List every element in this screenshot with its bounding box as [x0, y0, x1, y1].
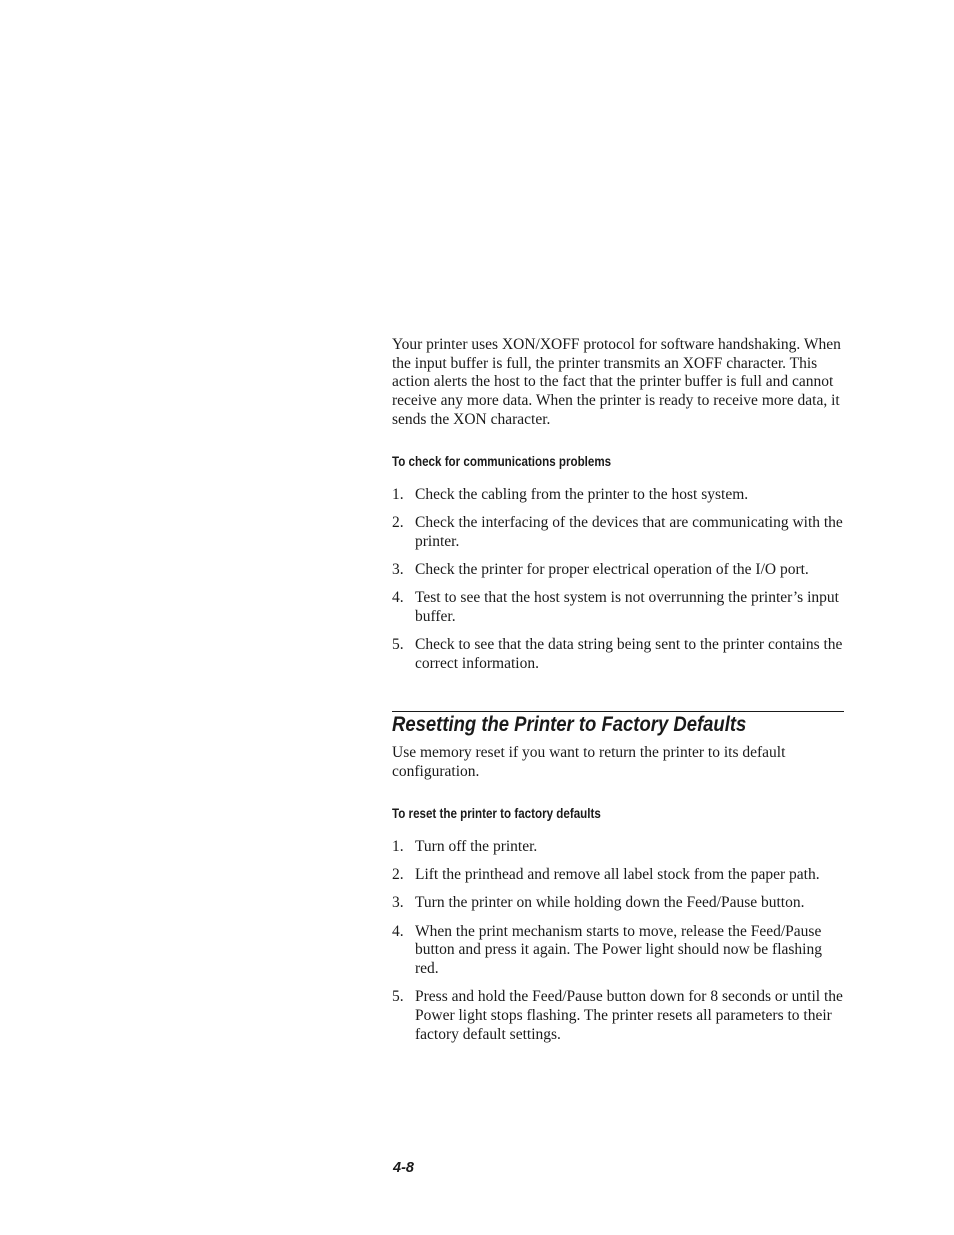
step-number: 1.: [392, 486, 404, 503]
comm-procedure-heading: To check for communications problems: [392, 454, 612, 469]
list-item: [392, 838, 844, 857]
comm-steps-list: [392, 486, 844, 674]
list-item: [392, 514, 844, 551]
step-number: 4.: [392, 589, 404, 607]
reset-section-heading-block: [392, 713, 844, 737]
list-item: [392, 486, 844, 505]
list-item: [392, 988, 844, 1044]
page-number: 4-8: [393, 1160, 414, 1176]
list-item: [392, 589, 844, 626]
reset-procedure-heading: To reset the printer to factory defaults: [392, 806, 601, 821]
step-text: Lift the printhead and remove all label stock from the paper path.: [415, 866, 820, 884]
step-text: Check the cabling from the printer to the host system.: [415, 486, 749, 503]
step-number: 5.: [392, 988, 404, 1006]
reset-steps-list: [392, 838, 844, 1044]
list-item: [392, 866, 844, 885]
step-text: Check the printer for proper electrical operation of the I/O port.: [415, 561, 809, 579]
intro-block: [392, 336, 844, 430]
step-number: 3.: [392, 894, 404, 912]
step-text: Press and hold the Feed/Pause button down for 8 seconds or until the Power light stops flashing. The printer resets all parameters to their factory default settings.: [415, 988, 843, 1043]
reset-steps-block: [392, 838, 844, 1054]
intro-paragraph: Your printer uses XON/XOFF protocol for software handshaking. When the input buffer is full, the printer transmits an XOFF character. This action alerts the host to the fact that the printer buffer is full and cannot receive any more data. When the printer is ready to receive more data, it sends the XON character.: [392, 336, 841, 428]
comm-steps-block: [392, 486, 844, 683]
step-text: Turn off the printer.: [415, 838, 538, 855]
step-number: 2.: [392, 866, 404, 884]
list-item: [392, 561, 844, 580]
step-text: Check the interfacing of the devices that are communicating with the printer.: [415, 514, 843, 550]
step-text: Turn the printer on while holding down the Feed/Pause button.: [415, 894, 805, 912]
reset-intro-paragraph: Use memory reset if you want to return the printer to its default configuration.: [392, 744, 786, 780]
step-number: 1.: [392, 838, 404, 855]
step-text: Test to see that the host system is not overrunning the printer’s input buffer.: [415, 589, 839, 626]
section-heading: Resetting the Printer to Factory Defaults: [392, 713, 747, 736]
list-item: [392, 923, 844, 979]
step-text: When the print mechanism starts to move, release the Feed/Pause button and press it again. The Power light should now be flashing red.: [415, 922, 822, 978]
reset-procedure: [392, 806, 844, 821]
step-number: 4.: [392, 922, 404, 940]
comm-procedure: [392, 454, 844, 469]
section-divider: [392, 711, 844, 712]
step-text: Check to see that the data string being sent to the printer contains the correct information.: [415, 636, 843, 672]
list-item: [392, 636, 844, 673]
reset-intro-block: [392, 744, 844, 781]
step-number: 2.: [392, 514, 404, 532]
list-item: [392, 894, 844, 913]
step-number: 5.: [392, 636, 404, 654]
step-number: 3.: [392, 561, 404, 579]
